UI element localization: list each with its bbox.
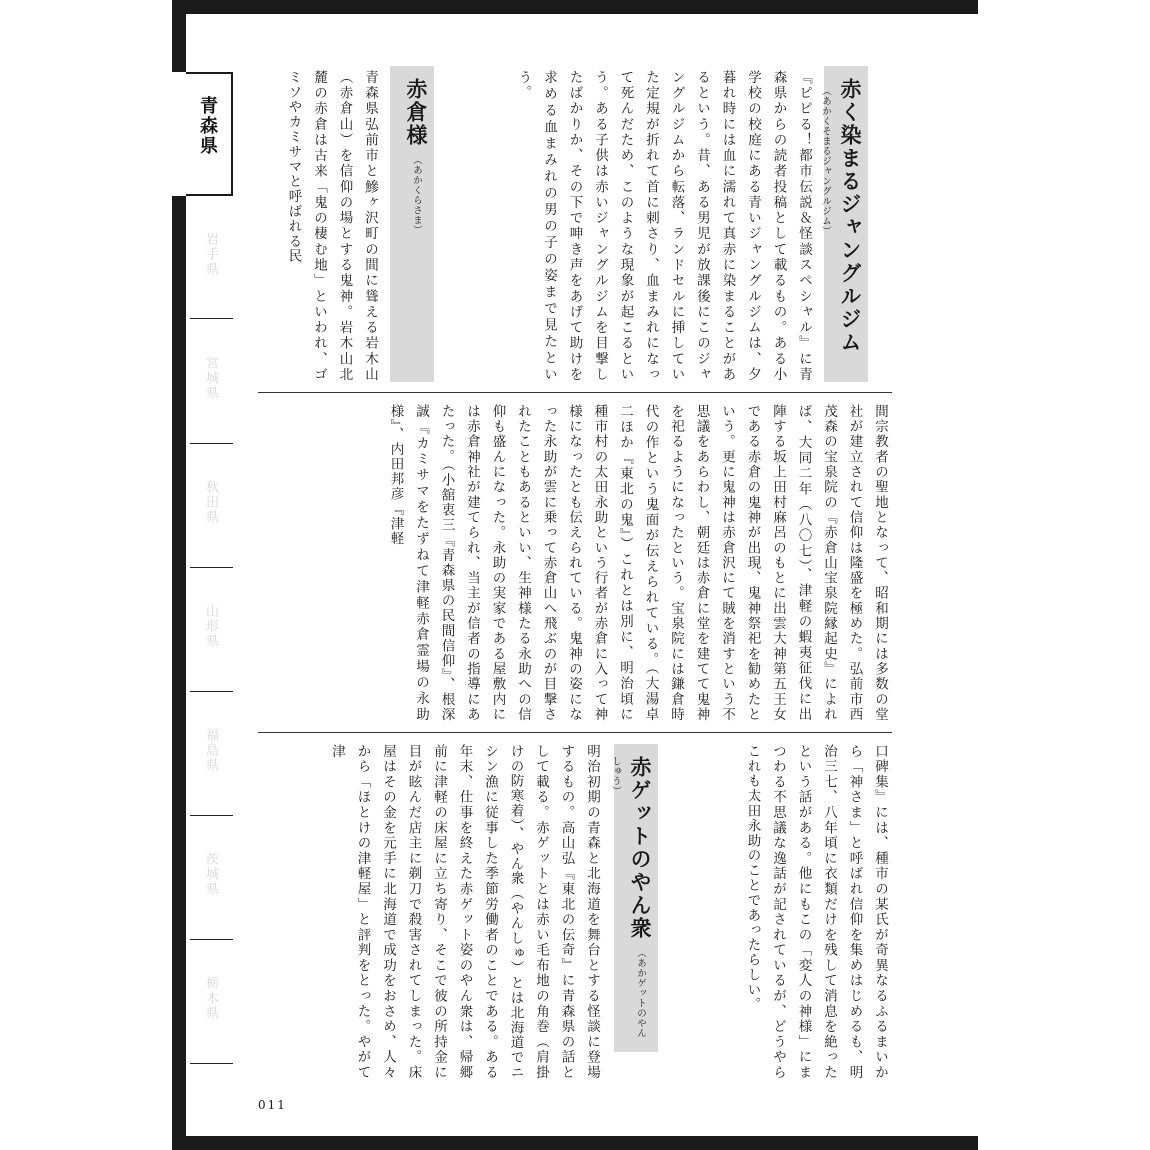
entry-heading: [610, 744, 658, 1052]
frame-top-bar: [172, 0, 978, 14]
entry-body: 『ピピる！都市伝説＆怪談スペシャル』に青森県からの読者投稿として載るもの。ある小学校の校庭にある青いジャングルジムは、夕暮れ時には血に濡れて真赤に染まることがあるという。昔、ある男児が放課後にこのジャングルジムから転落、ランドセルに挿していた定規が折れて首に刺さり、血まみれになって死んだため、このような現象が起こるという。ある子供は赤いジャングルジムを目撃したばかりか、その下で呻き声をあげて助けを求める血まみれの男の子の姿まで見たという。: [515, 70, 812, 382]
side-index-rule: [190, 318, 233, 319]
prefecture-tab: [186, 72, 233, 196]
continuation-text: 間宗教者の聖地となって、昭和期には多数の堂社が建立されて信仰は隆盛を極めた。弘前市西茂森の宝泉院の『赤倉山宝泉院縁起史』によれば、大同二年（八〇七）、津軽の蝦夷征伐に出陣する坂上田村麻呂のもとに出雲大神第五王女である赤倉の鬼神が出現、鬼神祭祀を勧めたという。更に鬼神は赤倉沢にて賊を消すという不思議をあらわし、朝廷は赤倉に堂を建てて鬼神を祀るようになったという。宝泉院には鎌倉時代の作という鬼面が伝えられている。（大湯卓二ほか『東北の鬼』）これとは別に、明治頃に種市村の太田永助という行者が赤倉に入って神様になったとも伝えられている。鬼神の姿になった永助が雲に乗って赤倉山へ飛ぶのが目撃されたこともあるといい、生神様たる永助への信仰も盛んになった。永助の実家である屋敷内には赤倉神社が建てられ、当主が信者の指導にあたった。（小舘衷三『青森県の民間信仰』、根深誠『カミサマをたずねて津軽赤倉霊場の永助様』、内田邦彦『津軽: [387, 404, 888, 722]
side-index-item: 山形県: [203, 604, 218, 649]
side-index-rule: [190, 1063, 233, 1064]
side-index-rule: [190, 815, 233, 816]
entry-body: 明治初期の青森と北海道を舞台とする怪談に登場するもの。高山弘『東北の伝奇』に青森県の話として載る。赤ゲットとは赤い毛布地の角巻（肩掛けの防寒着）、やん衆（やんしゅ）とは北海道でニシン漁に従事した季節労働者のことである。ある年末、仕事を終えた赤ゲット姿のやん衆は、帰郷前に津軽の床屋に立ち寄り、そこで彼の所持金に目が眩んだ店主に剃刀で殺害されてしまった。床屋はその金を元手に北海道で成功をおさめ、人々から「ほとけの津軽屋」と評判をとった。やがて津: [329, 744, 600, 1080]
entry-reading: （あかくらさま）: [411, 155, 422, 235]
side-index-item: 福島県: [203, 728, 218, 773]
continuation-text: 口碑集』には、種市の某氏が奇異なるふるまいから「神さま」と呼ばれ信仰を集めはじめるも、明治三七、八年頃に衣類だけを残して消息を絶ったという話がある。他にもこの「変人の神様」にまつわる不思議な逸話が記されているが、どうやらこれも太田永助のことであったらしい。: [744, 744, 888, 1080]
prefecture-tab-label: 青森県: [197, 96, 218, 156]
side-index-rule: [190, 443, 233, 444]
entry-body: 青森県弘前市と鰺ヶ沢町の間に聳える岩木山（赤倉山）を信仰の場とする鬼神。岩木山北麓の赤倉は古来「鬼の棲む地」といわれ、ゴミソやカミサマと呼ばれる民: [285, 70, 378, 382]
entry-title: 赤ゲットのやん衆: [628, 756, 652, 940]
entry-reading: （あかゲットのやんしゅう）: [610, 756, 646, 1038]
frame-bottom-bar: [172, 1136, 978, 1150]
entry-title: 赤く染まるジャングルジム: [838, 78, 862, 354]
side-index-item: 宮城県: [203, 356, 218, 401]
side-index-item: 栃木県: [203, 976, 218, 1021]
entry-heading: [820, 66, 868, 382]
band-divider: [258, 392, 892, 393]
side-index-item: 秋田県: [203, 480, 218, 525]
band-divider: [258, 732, 892, 733]
entry-heading: [390, 66, 434, 382]
side-index-item: 岩手県: [203, 232, 218, 277]
side-index-item: 茨城県: [203, 852, 218, 897]
entry-reading: （あかくそまるジャングルジム）: [820, 86, 831, 236]
page-number: 011: [258, 1098, 287, 1112]
side-index-rule: [190, 939, 233, 940]
side-index-rule: [190, 567, 233, 568]
entry-title: 赤倉様: [404, 78, 428, 147]
tab-gap: [172, 72, 186, 196]
side-index-rule: [190, 691, 233, 692]
